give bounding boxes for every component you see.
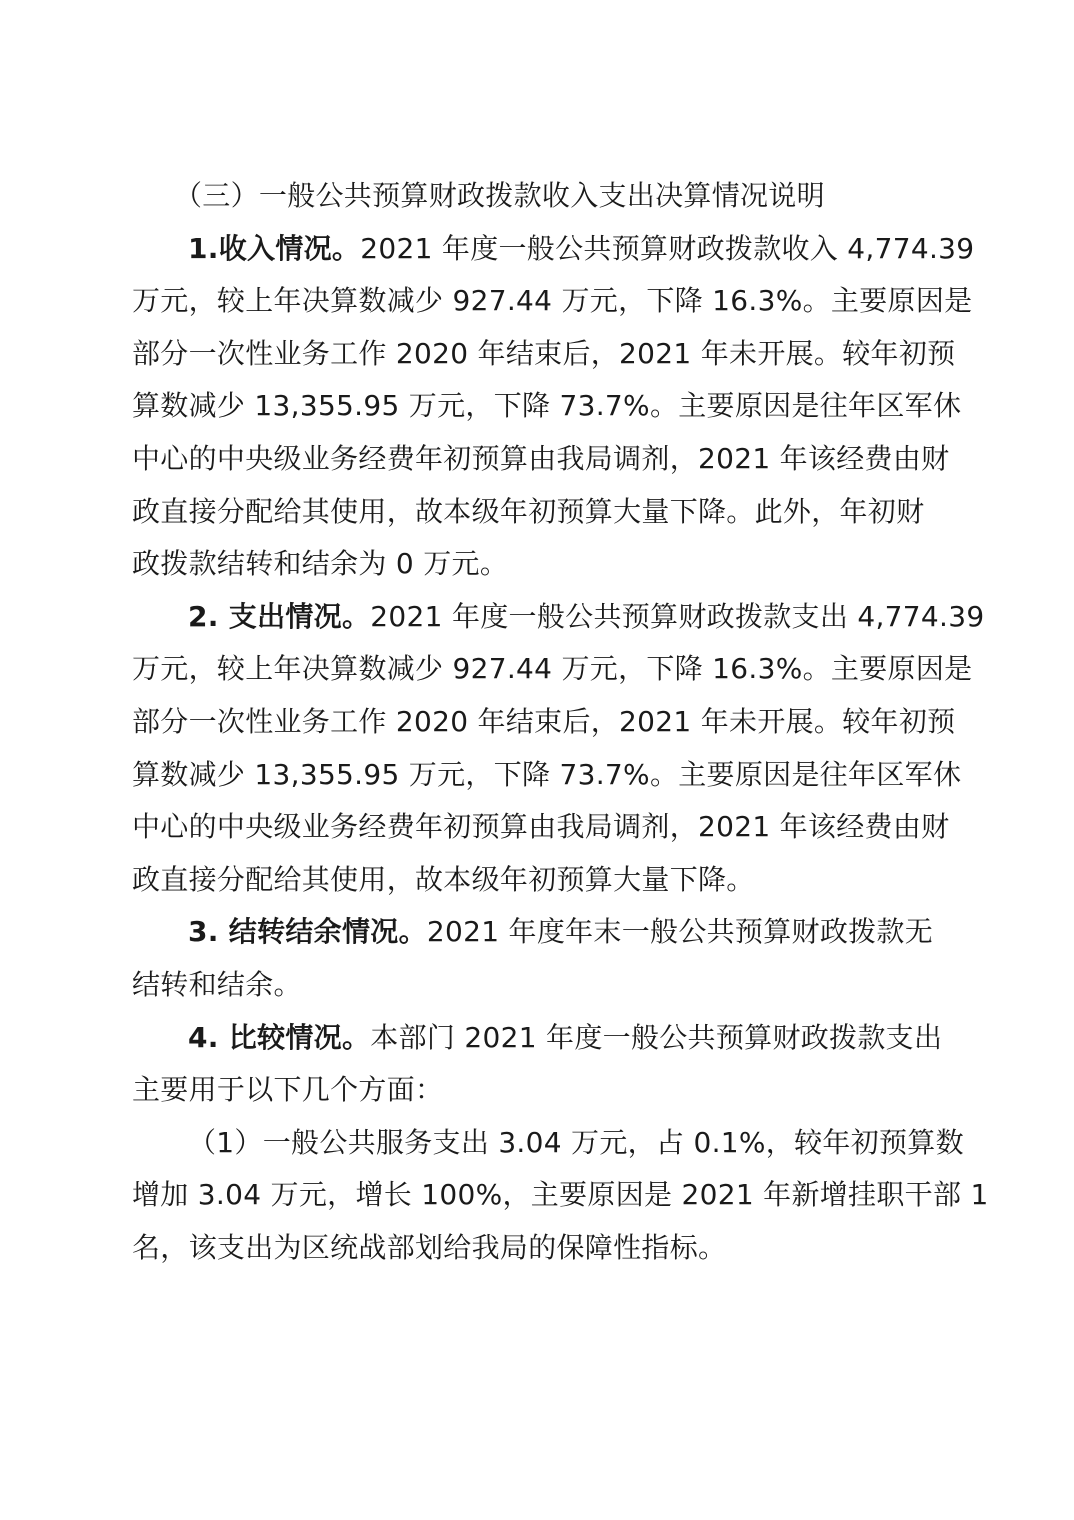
paragraph-line: 3. 结转结余情况。2021 年度年末一般公共预算财政拨款无 bbox=[188, 915, 934, 949]
paragraph-expenditure bbox=[132, 591, 985, 907]
paragraph-line: 部分一次性业务工作 2020 年结束后，2021 年未开展。较年初预 bbox=[132, 336, 956, 370]
paragraph-line: 万元，较上年决算数减少 927.44 万元，下降 16.3%。主要原因是 bbox=[132, 284, 973, 318]
paragraph-label: 1.收入情况。 bbox=[188, 231, 361, 265]
paragraph-line: 1.收入情况。2021 年度一般公共预算财政拨款收入 4,774.39 bbox=[188, 231, 975, 265]
paragraph-line: 结转和结余。 bbox=[132, 967, 302, 1001]
paragraph-line: 2. 支出情况。2021 年度一般公共预算财政拨款支出 4,774.39 bbox=[188, 599, 985, 633]
paragraph-line: 算数减少 13,355.95 万元，下降 73.7%。主要原因是往年区军休 bbox=[132, 757, 962, 791]
paragraph-comparison bbox=[132, 1012, 944, 1117]
paragraph-line: 万元，较上年决算数减少 927.44 万元，下降 16.3%。主要原因是 bbox=[132, 652, 973, 686]
paragraph-line: （1）一般公共服务支出 3.04 万元，占 0.1%，较年初预算数 bbox=[188, 1125, 964, 1159]
document-body bbox=[132, 170, 989, 1274]
section-heading: （三）一般公共预算财政拨款收入支出决算情况说明 bbox=[174, 179, 825, 212]
paragraph-carryover bbox=[132, 906, 944, 1011]
paragraph-line: 政拨款结转和结余为 0 万元。 bbox=[132, 547, 509, 581]
paragraph-line: 中心的中央级业务经费年初预算由我局调剂，2021 年该经费由财 bbox=[132, 810, 950, 844]
paragraph-label: 2. 支出情况。 bbox=[188, 599, 371, 633]
paragraph-income bbox=[132, 223, 975, 591]
paragraph-general-public-services bbox=[132, 1117, 989, 1275]
paragraph-line: 名，该支出为区统战部划给我局的保障性指标。 bbox=[132, 1230, 727, 1264]
paragraph-line: 政直接分配给其使用，故本级年初预算大量下降。此外，年初财 bbox=[132, 494, 925, 528]
paragraph-line: 增加 3.04 万元，增长 100%，主要原因是 2021 年新增挂职干部 1 bbox=[132, 1178, 989, 1212]
paragraph-line: 4. 比较情况。本部门 2021 年度一般公共预算财政拨款支出 bbox=[188, 1020, 943, 1054]
paragraph-line: 部分一次性业务工作 2020 年结束后，2021 年未开展。较年初预 bbox=[132, 704, 956, 738]
paragraph-line: 主要用于以下几个方面： bbox=[132, 1073, 444, 1107]
paragraph-line: 中心的中央级业务经费年初预算由我局调剂，2021 年该经费由财 bbox=[132, 441, 950, 475]
paragraph-line: 算数减少 13,355.95 万元，下降 73.7%。主要原因是往年区军休 bbox=[132, 389, 962, 423]
paragraph-label: 4. 比较情况。 bbox=[188, 1020, 371, 1054]
paragraph-line: 政直接分配给其使用，故本级年初预算大量下降。 bbox=[132, 862, 755, 896]
paragraph-label: 3. 结转结余情况。 bbox=[188, 915, 427, 949]
